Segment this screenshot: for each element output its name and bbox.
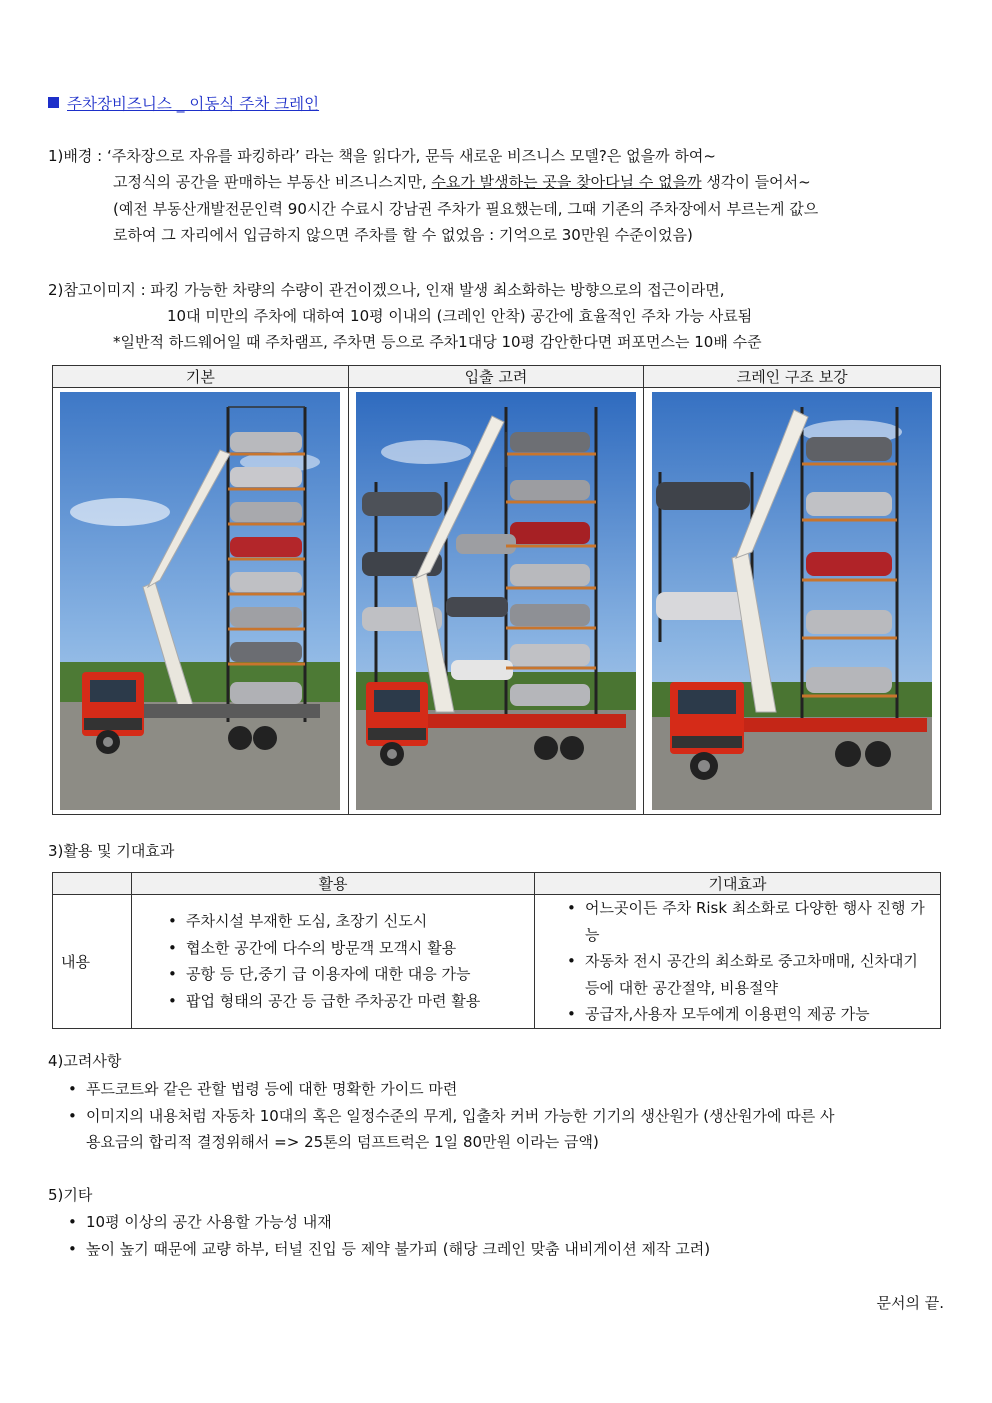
header-use: 활용 (132, 873, 535, 895)
col-header-inout: 입출 고려 (348, 366, 644, 388)
effect-cell (535, 895, 941, 1029)
effect-item: • 공급자,사용자 모두에게 이용편익 제공 가능 (559, 1001, 932, 1028)
s1-label: 1)배경 : (48, 147, 107, 165)
consideration-item: • 이미지의 내용처럼 자동차 10대의 혹은 일정수준의 무게, 입출차 커버 가능한 기기의 생산원가 (생산원가에 따른 사 (60, 1103, 950, 1130)
crane-truck-image-reinforced (652, 392, 932, 810)
document-title: 주차장비즈니스 _ 이동식 주차 크레인 (67, 95, 320, 113)
s4-list (60, 1076, 950, 1156)
s1-line4: 로하여 그 자리에서 입금하지 않으면 주차를 할 수 없었음 : 기억으로 30만원 수준이었음) (113, 226, 693, 244)
image-cell-basic (53, 388, 349, 815)
use-item: • 공항 등 단,중기 급 이용자에 대한 대응 가능 (160, 961, 528, 988)
s4-title: 4)고려사항 (48, 1052, 122, 1070)
use-item: • 팝업 형태의 공간 등 급한 주차공간 마련 활용 (160, 988, 528, 1015)
s2-line1: 2)참고이미지 : 파킹 가능한 차량의 수량이 관건이겠으나, 인재 발생 최소화하는 방향으로의 접근이라면, (48, 281, 725, 299)
etc-item: • 높이 높기 때문에 교량 하부, 터널 진입 등 제약 불가피 (해당 크레인 맞춤 내비게이션 제작 고려) (60, 1236, 950, 1263)
s1-line3: (예전 부동산개발전문인력 90시간 수료시 강남권 주차가 필요했는데, 그때 기존의 주차장에서 부르는게 값으 (113, 200, 819, 218)
s1-line2-b: 생각이 들어서~ (701, 173, 811, 191)
use-cell (132, 895, 535, 1029)
s5-list (60, 1209, 950, 1262)
s1-line2-a: 고정식의 공간을 판매하는 부동산 비즈니스지만, (113, 173, 432, 191)
crane-truck-image-basic (60, 392, 340, 810)
s1-line1-text: ‘주차장으로 자유를 파킹하라’ 라는 책을 읽다가, 문득 새로운 비즈니스 모델?은 없을까 하여~ (106, 147, 716, 165)
document-heading (48, 92, 319, 114)
square-bullet-icon (48, 97, 59, 108)
consideration-item: • 푸드코트와 같은 관할 법령 등에 대한 명확한 가이드 마련 (60, 1076, 950, 1103)
image-cell-reinforced (644, 388, 941, 815)
corner-header-empty (53, 873, 132, 895)
document-end: 문서의 끝. (876, 1294, 944, 1312)
crane-truck-image-inout (356, 392, 636, 810)
effect-item: • 어느곳이든 주차 Risk 최소화로 다양한 행사 진행 가능 (559, 895, 932, 948)
s2-line3: *일반적 하드웨어일 때 주차램프, 주차면 등으로 주차1대당 10평 감안한다면 퍼포먼스는 10배 수준 (113, 333, 762, 351)
s1-line1 (48, 146, 716, 167)
s1-line2 (113, 172, 811, 193)
row-label-content: 내용 (53, 895, 132, 1029)
usage-effect-table (52, 872, 941, 1029)
col-header-basic: 기본 (53, 366, 349, 388)
s1-line2-underlined: 수요가 발생하는 곳을 찾아다닐 수 없을까 (431, 173, 702, 191)
s3-title: 3)활용 및 기대효과 (48, 842, 175, 860)
reference-image-table (52, 365, 941, 815)
effect-item: • 자동차 전시 공간의 최소화로 중고차매매, 신차대기 등에 대한 공간절약, 비용절약 (559, 948, 932, 1001)
use-item: • 협소한 공간에 다수의 방문객 모객시 활용 (160, 935, 528, 962)
consideration-item-continuation: 용요금의 합리적 결정위해서 => 25톤의 덤프트럭은 1일 80만원 이라는 금액) (86, 1133, 599, 1151)
s5-title: 5)기타 (48, 1186, 93, 1204)
etc-item: • 10평 이상의 공간 사용할 가능성 내재 (60, 1209, 950, 1236)
col-header-reinforced: 크레인 구조 보강 (644, 366, 941, 388)
header-effect: 기대효과 (535, 873, 941, 895)
use-item: • 주차시설 부재한 도심, 초장기 신도시 (160, 908, 528, 935)
image-cell-inout (348, 388, 644, 815)
s2-line2: 10대 미만의 주차에 대하여 10평 이내의 (크레인 안착) 공간에 효율적인 주차 가능 사료됨 (167, 307, 753, 325)
